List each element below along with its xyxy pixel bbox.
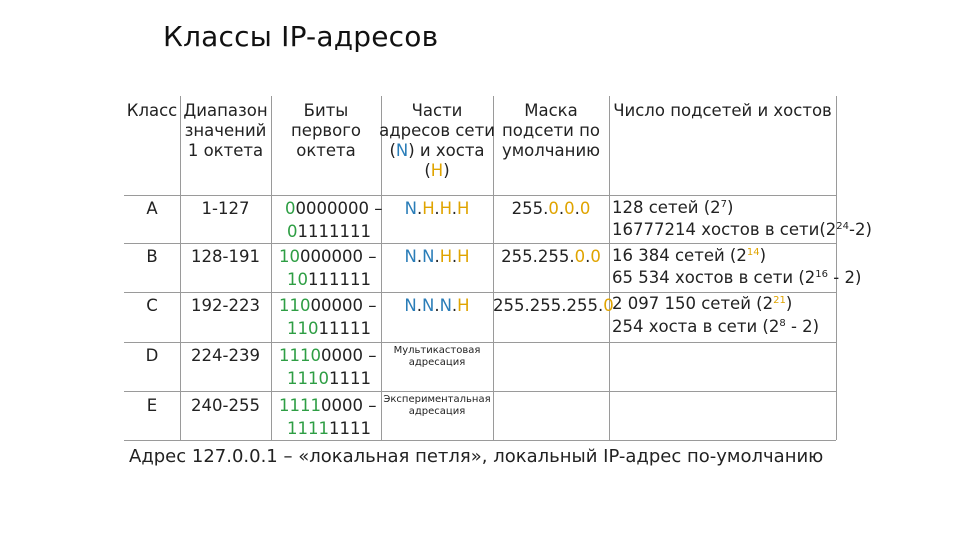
- row-e-bits-end: 11111111: [287, 419, 371, 438]
- row-a-count-hosts: 16777214 хостов в $сети(2^{24}-2)$: [612, 220, 872, 239]
- row-a-count-networks: 128 сетей $(2^7)$: [612, 198, 734, 217]
- header-parts-line3: (N) и хоста: [389, 141, 485, 160]
- row-a-parts: N.H.H.H: [404, 199, 470, 218]
- row-e-note: Экспериментальная адресация: [383, 394, 491, 417]
- header-range: Диапазон значений 1 октета: [183, 101, 268, 160]
- row-a-mask: 255.0.0.0: [511, 199, 591, 218]
- row-divider: [124, 243, 836, 244]
- row-e-range: 240-255: [191, 396, 260, 415]
- row-a-class: A: [146, 199, 158, 218]
- row-c-bits-end: 11011111: [287, 319, 371, 338]
- row-b-class: B: [146, 247, 158, 266]
- row-b-range: 128-191: [191, 247, 260, 266]
- row-b-count-networks: 16 384 сетей $(2^{14})$: [612, 246, 767, 265]
- row-c-class: C: [146, 296, 158, 315]
- row-divider: [124, 292, 836, 293]
- header-mask: Маска подсети по умолчанию: [501, 101, 601, 160]
- row-divider: [124, 195, 836, 196]
- row-d-bits-start: 11100000 –: [279, 346, 377, 365]
- row-d-range: 224-239: [191, 346, 260, 365]
- header-parts-line4: (H): [424, 161, 450, 180]
- row-a-bits-start: 00000000 –: [285, 199, 383, 218]
- page-title: Классы IP-адресов: [163, 20, 439, 53]
- row-c-mask: 255.255.255.0: [493, 296, 614, 315]
- row-c-bits-start: 11000000 –: [279, 296, 377, 315]
- row-d-class: D: [145, 346, 159, 365]
- row-d-note: Мультикастовая адресация: [393, 345, 481, 368]
- row-b-mask: 255.255.0.0: [501, 247, 601, 266]
- row-divider: [124, 440, 836, 441]
- row-d-bits-end: 11101111: [287, 369, 371, 388]
- row-c-count-hosts: 254 хоста в сети $(2^8 - 2)$: [612, 317, 820, 336]
- footer-note: Адрес 127.0.0.1 – «локальная петля», локальный IP-адрес по-умолчанию: [129, 446, 824, 467]
- header-parts: Части адресов сети (N) и хоста (H): [376, 101, 498, 181]
- row-divider: [124, 391, 836, 392]
- row-c-parts: N.N.N.H: [404, 296, 470, 315]
- row-c-range: 192-223: [191, 296, 260, 315]
- row-b-parts: N.N.H.H: [404, 247, 470, 266]
- row-a-range: 1-127: [201, 199, 250, 218]
- header-bits: Биты первого октета: [291, 101, 361, 160]
- row-b-count-hosts: 65 534 хостов в сети $(2^{16} - 2)$: [612, 268, 862, 287]
- row-c-count-networks: 2 097 150 сетей $(2^{21})$: [612, 294, 793, 313]
- row-a-bits-end: 01111111: [287, 222, 371, 241]
- header-class: Класс: [126, 101, 178, 120]
- row-b-bits-start: 10000000 –: [279, 247, 377, 266]
- col-divider: [609, 96, 610, 440]
- row-b-bits-end: 10111111: [287, 270, 371, 289]
- row-divider: [124, 342, 836, 343]
- row-e-bits-start: 11110000 –: [279, 396, 377, 415]
- row-e-class: E: [146, 396, 158, 415]
- header-count: Число подсетей и хостов: [613, 101, 832, 120]
